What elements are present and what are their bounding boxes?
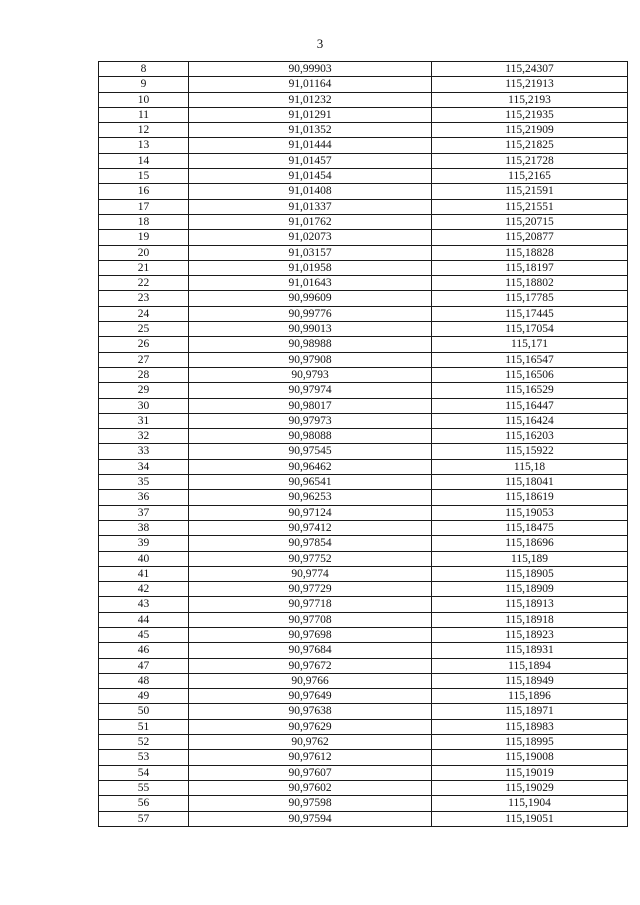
x-coordinate-cell: 90,96462 [189, 459, 432, 474]
point-number-cell: 37 [99, 505, 189, 520]
table-row [99, 169, 628, 184]
y-coordinate-cell: 115,19008 [432, 750, 628, 765]
point-number-cell: 53 [99, 750, 189, 765]
table-row [99, 551, 628, 566]
point-number-cell: 15 [99, 169, 189, 184]
table-row [99, 107, 628, 122]
y-coordinate-cell: 115,17785 [432, 291, 628, 306]
x-coordinate-cell: 90,97612 [189, 750, 432, 765]
x-coordinate-cell: 91,01337 [189, 199, 432, 214]
table-row [99, 429, 628, 444]
x-coordinate-cell: 90,97854 [189, 536, 432, 551]
x-coordinate-cell: 90,99013 [189, 322, 432, 337]
y-coordinate-cell: 115,1894 [432, 658, 628, 673]
y-coordinate-cell: 115,18619 [432, 490, 628, 505]
table-row [99, 566, 628, 581]
table-row [99, 719, 628, 734]
x-coordinate-cell: 90,97672 [189, 658, 432, 673]
point-number-cell: 19 [99, 230, 189, 245]
point-number-cell: 22 [99, 276, 189, 291]
table-row [99, 77, 628, 92]
table-row [99, 260, 628, 275]
table-row [99, 780, 628, 795]
y-coordinate-cell: 115,16547 [432, 352, 628, 367]
point-number-cell: 13 [99, 138, 189, 153]
point-number-cell: 29 [99, 383, 189, 398]
table-row [99, 673, 628, 688]
x-coordinate-cell: 90,97607 [189, 765, 432, 780]
table-row [99, 306, 628, 321]
table-row [99, 796, 628, 811]
x-coordinate-cell: 90,97629 [189, 719, 432, 734]
point-number-cell: 47 [99, 658, 189, 673]
y-coordinate-cell: 115,2165 [432, 169, 628, 184]
table-row [99, 750, 628, 765]
point-number-cell: 10 [99, 92, 189, 107]
table-row [99, 597, 628, 612]
x-coordinate-cell: 90,97974 [189, 383, 432, 398]
table-row [99, 184, 628, 199]
point-number-cell: 25 [99, 322, 189, 337]
x-coordinate-cell: 90,97752 [189, 551, 432, 566]
y-coordinate-cell: 115,18909 [432, 582, 628, 597]
y-coordinate-cell: 115,21825 [432, 138, 628, 153]
x-coordinate-cell: 90,99903 [189, 62, 432, 77]
y-coordinate-cell: 115,21935 [432, 107, 628, 122]
y-coordinate-cell: 115,18971 [432, 704, 628, 719]
x-coordinate-cell: 90,97718 [189, 597, 432, 612]
point-number-cell: 14 [99, 153, 189, 168]
y-coordinate-cell: 115,18931 [432, 643, 628, 658]
x-coordinate-cell: 90,97602 [189, 780, 432, 795]
x-coordinate-cell: 90,97649 [189, 689, 432, 704]
y-coordinate-cell: 115,19029 [432, 780, 628, 795]
x-coordinate-cell: 91,01762 [189, 214, 432, 229]
y-coordinate-cell: 115,189 [432, 551, 628, 566]
y-coordinate-cell: 115,18913 [432, 597, 628, 612]
table-row [99, 337, 628, 352]
point-number-cell: 30 [99, 398, 189, 413]
y-coordinate-cell: 115,21728 [432, 153, 628, 168]
point-number-cell: 11 [99, 107, 189, 122]
x-coordinate-cell: 90,98988 [189, 337, 432, 352]
x-coordinate-cell: 91,01444 [189, 138, 432, 153]
point-number-cell: 27 [99, 352, 189, 367]
table-row [99, 459, 628, 474]
table-row [99, 123, 628, 138]
point-number-cell: 43 [99, 597, 189, 612]
y-coordinate-cell: 115,16506 [432, 367, 628, 382]
coordinates-table [98, 61, 628, 827]
x-coordinate-cell: 90,97412 [189, 520, 432, 535]
point-number-cell: 21 [99, 260, 189, 275]
point-number-cell: 31 [99, 413, 189, 428]
x-coordinate-cell: 91,01457 [189, 153, 432, 168]
table-row [99, 352, 628, 367]
y-coordinate-cell: 115,16529 [432, 383, 628, 398]
table-row [99, 490, 628, 505]
table-row [99, 811, 628, 826]
x-coordinate-cell: 90,97684 [189, 643, 432, 658]
point-number-cell: 35 [99, 475, 189, 490]
y-coordinate-cell: 115,18 [432, 459, 628, 474]
point-number-cell: 45 [99, 627, 189, 642]
y-coordinate-cell: 115,1904 [432, 796, 628, 811]
point-number-cell: 57 [99, 811, 189, 826]
x-coordinate-cell: 90,97124 [189, 505, 432, 520]
y-coordinate-cell: 115,16424 [432, 413, 628, 428]
table-row [99, 291, 628, 306]
point-number-cell: 32 [99, 429, 189, 444]
x-coordinate-cell: 90,97908 [189, 352, 432, 367]
table-row [99, 245, 628, 260]
y-coordinate-cell: 115,18197 [432, 260, 628, 275]
table-row [99, 627, 628, 642]
y-coordinate-cell: 115,16203 [432, 429, 628, 444]
point-number-cell: 54 [99, 765, 189, 780]
x-coordinate-cell: 90,9766 [189, 673, 432, 688]
y-coordinate-cell: 115,18949 [432, 673, 628, 688]
y-coordinate-cell: 115,18905 [432, 566, 628, 581]
point-number-cell: 46 [99, 643, 189, 658]
point-number-cell: 40 [99, 551, 189, 566]
table-row [99, 765, 628, 780]
point-number-cell: 24 [99, 306, 189, 321]
table-row [99, 582, 628, 597]
table-row [99, 214, 628, 229]
x-coordinate-cell: 90,97698 [189, 627, 432, 642]
table-row [99, 413, 628, 428]
table-row [99, 322, 628, 337]
x-coordinate-cell: 90,97729 [189, 582, 432, 597]
y-coordinate-cell: 115,18475 [432, 520, 628, 535]
y-coordinate-cell: 115,18918 [432, 612, 628, 627]
table-row [99, 520, 628, 535]
y-coordinate-cell: 115,16447 [432, 398, 628, 413]
x-coordinate-cell: 90,97594 [189, 811, 432, 826]
point-number-cell: 50 [99, 704, 189, 719]
table-row [99, 536, 628, 551]
y-coordinate-cell: 115,18802 [432, 276, 628, 291]
x-coordinate-cell: 91,03157 [189, 245, 432, 260]
table-row [99, 138, 628, 153]
x-coordinate-cell: 90,97708 [189, 612, 432, 627]
y-coordinate-cell: 115,20877 [432, 230, 628, 245]
table-row [99, 704, 628, 719]
point-number-cell: 48 [99, 673, 189, 688]
point-number-cell: 56 [99, 796, 189, 811]
y-coordinate-cell: 115,21913 [432, 77, 628, 92]
table-row [99, 367, 628, 382]
x-coordinate-cell: 91,01352 [189, 123, 432, 138]
y-coordinate-cell: 115,18923 [432, 627, 628, 642]
point-number-cell: 12 [99, 123, 189, 138]
y-coordinate-cell: 115,15922 [432, 444, 628, 459]
point-number-cell: 16 [99, 184, 189, 199]
point-number-cell: 20 [99, 245, 189, 260]
table-row [99, 383, 628, 398]
point-number-cell: 55 [99, 780, 189, 795]
x-coordinate-cell: 90,98017 [189, 398, 432, 413]
table-row [99, 505, 628, 520]
x-coordinate-cell: 91,01408 [189, 184, 432, 199]
point-number-cell: 34 [99, 459, 189, 474]
x-coordinate-cell: 91,01454 [189, 169, 432, 184]
point-number-cell: 36 [99, 490, 189, 505]
y-coordinate-cell: 115,19053 [432, 505, 628, 520]
page-number: 3 [316, 36, 324, 51]
point-number-cell: 23 [99, 291, 189, 306]
y-coordinate-cell: 115,2193 [432, 92, 628, 107]
table-row [99, 398, 628, 413]
x-coordinate-cell: 91,02073 [189, 230, 432, 245]
x-coordinate-cell: 91,01164 [189, 77, 432, 92]
x-coordinate-cell: 90,98088 [189, 429, 432, 444]
point-number-cell: 9 [99, 77, 189, 92]
x-coordinate-cell: 90,96253 [189, 490, 432, 505]
table-row [99, 475, 628, 490]
point-number-cell: 49 [99, 689, 189, 704]
point-number-cell: 51 [99, 719, 189, 734]
x-coordinate-cell: 90,96541 [189, 475, 432, 490]
point-number-cell: 8 [99, 62, 189, 77]
y-coordinate-cell: 115,21591 [432, 184, 628, 199]
y-coordinate-cell: 115,17054 [432, 322, 628, 337]
x-coordinate-cell: 90,9793 [189, 367, 432, 382]
x-coordinate-cell: 90,97973 [189, 413, 432, 428]
table-row [99, 230, 628, 245]
point-number-cell: 17 [99, 199, 189, 214]
y-coordinate-cell: 115,21909 [432, 123, 628, 138]
point-number-cell: 28 [99, 367, 189, 382]
y-coordinate-cell: 115,24307 [432, 62, 628, 77]
table-row [99, 62, 628, 77]
y-coordinate-cell: 115,18041 [432, 475, 628, 490]
table-row [99, 612, 628, 627]
point-number-cell: 33 [99, 444, 189, 459]
table-row [99, 199, 628, 214]
table-row [99, 735, 628, 750]
x-coordinate-cell: 90,97638 [189, 704, 432, 719]
coordinates-table-body [99, 62, 628, 827]
y-coordinate-cell: 115,21551 [432, 199, 628, 214]
table-row [99, 444, 628, 459]
point-number-cell: 26 [99, 337, 189, 352]
point-number-cell: 38 [99, 520, 189, 535]
point-number-cell: 52 [99, 735, 189, 750]
y-coordinate-cell: 115,19051 [432, 811, 628, 826]
point-number-cell: 42 [99, 582, 189, 597]
y-coordinate-cell: 115,17445 [432, 306, 628, 321]
y-coordinate-cell: 115,18696 [432, 536, 628, 551]
x-coordinate-cell: 90,9762 [189, 735, 432, 750]
x-coordinate-cell: 91,01291 [189, 107, 432, 122]
y-coordinate-cell: 115,20715 [432, 214, 628, 229]
table-row [99, 92, 628, 107]
point-number-cell: 44 [99, 612, 189, 627]
table-row [99, 689, 628, 704]
y-coordinate-cell: 115,18828 [432, 245, 628, 260]
table-row [99, 153, 628, 168]
y-coordinate-cell: 115,19019 [432, 765, 628, 780]
point-number-cell: 39 [99, 536, 189, 551]
y-coordinate-cell: 115,1896 [432, 689, 628, 704]
point-number-cell: 41 [99, 566, 189, 581]
point-number-cell: 18 [99, 214, 189, 229]
x-coordinate-cell: 91,01958 [189, 260, 432, 275]
x-coordinate-cell: 91,01643 [189, 276, 432, 291]
x-coordinate-cell: 90,97598 [189, 796, 432, 811]
x-coordinate-cell: 90,99776 [189, 306, 432, 321]
x-coordinate-cell: 90,99609 [189, 291, 432, 306]
x-coordinate-cell: 91,01232 [189, 92, 432, 107]
table-row [99, 643, 628, 658]
table-row [99, 658, 628, 673]
x-coordinate-cell: 90,9774 [189, 566, 432, 581]
y-coordinate-cell: 115,18983 [432, 719, 628, 734]
y-coordinate-cell: 115,18995 [432, 735, 628, 750]
y-coordinate-cell: 115,171 [432, 337, 628, 352]
table-row [99, 276, 628, 291]
x-coordinate-cell: 90,97545 [189, 444, 432, 459]
